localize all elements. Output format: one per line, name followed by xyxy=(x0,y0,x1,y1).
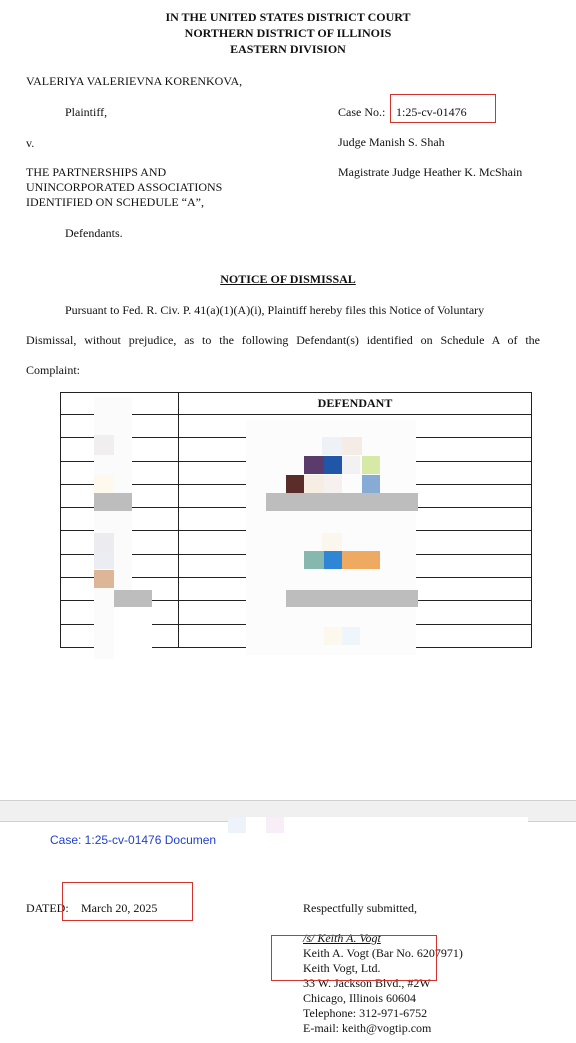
judge-name: Judge Manish S. Shah xyxy=(338,135,445,149)
notice-body-line-2: Dismissal, without prejudice, as to the following Defendant(s) identified on Schedule A of the xyxy=(26,333,540,347)
defendants-line-2: UNINCORPORATED ASSOCIATIONS xyxy=(26,180,223,194)
case-number: 1:25-cv-01476 xyxy=(396,105,467,119)
column-header-defendant: DEFENDANT xyxy=(179,393,532,415)
case-number-label: Case No.: xyxy=(338,105,386,119)
email: E-mail: keith@vogtip.com xyxy=(303,1021,432,1035)
dated-label: DATED: xyxy=(26,901,69,915)
firm-name: Keith Vogt, Ltd. xyxy=(303,961,381,975)
page2-case-header: Case: 1:25-cv-01476 Documen xyxy=(50,833,217,847)
court-division: EASTERN DIVISION xyxy=(230,42,346,56)
court-district: NORTHERN DISTRICT OF ILLINOIS xyxy=(184,26,392,40)
notice-body-line-1: Pursuant to Fed. R. Civ. P. 41(a)(1)(A)(i), Plaintiff hereby files this Notice of Voluntary xyxy=(65,303,485,317)
defendants-role: Defendants. xyxy=(65,226,123,240)
dated-value: March 20, 2025 xyxy=(81,901,158,915)
telephone: Telephone: 312-971-6752 xyxy=(303,1006,428,1020)
plaintiff-name: VALERIYA VALERIEVNA KORENKOVA, xyxy=(26,74,243,88)
plaintiff-role: Plaintiff, xyxy=(65,105,108,119)
defendants-line-1: THE PARTNERSHIPS AND xyxy=(26,165,167,179)
notice-body-line-3: Complaint: xyxy=(26,363,80,377)
respectfully-submitted: Respectfully submitted, xyxy=(303,901,417,915)
attorney-name: Keith A. Vogt (Bar No. 6207971) xyxy=(303,946,463,960)
magistrate-judge-name: Magistrate Judge Heather K. McShain xyxy=(338,165,523,179)
firm-address: 33 W. Jackson Blvd., #2W xyxy=(303,976,431,990)
annotation-box-date xyxy=(62,882,193,921)
annotation-box-signature xyxy=(271,935,437,981)
court-name: IN THE UNITED STATES DISTRICT COURT xyxy=(165,10,411,24)
notice-title: NOTICE OF DISMISSAL xyxy=(220,272,356,286)
signature-line: /s/ Keith A. Vogt xyxy=(303,931,381,945)
annotation-box-case-number xyxy=(390,94,496,123)
firm-city: Chicago, Illinois 60604 xyxy=(303,991,416,1005)
versus: v. xyxy=(26,136,35,150)
defendants-line-3: IDENTIFIED ON SCHEDULE “A”, xyxy=(26,195,204,209)
